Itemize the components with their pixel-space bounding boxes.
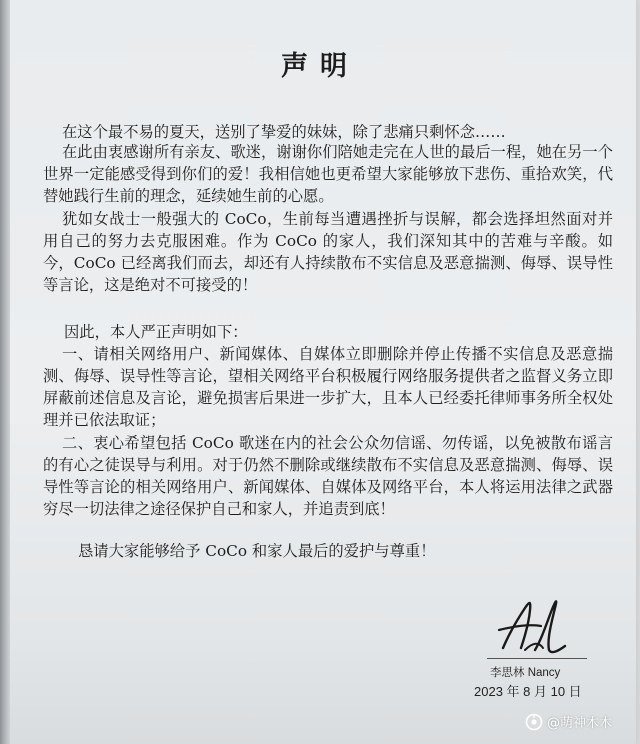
signature-line (487, 658, 587, 659)
document-date: 2023 年 8 月 10 日 (474, 684, 582, 699)
paragraph-point-two: 二、衷心希望包括 CoCo 歌迷在内的社会公众勿信谣、勿传谣，以免被散布谣言的有心之徒误导与利用。对于仍然不删除或继续散布不实信息及恶意揣测、侮辱、误导性等言论的相关网络用户、新闻媒体、自媒体及网络平台，本人将运用法律之武器穷尽一切法律之途径保护自己和家人，并追责到底！ (43, 434, 613, 518)
watermark-logo-icon (525, 713, 543, 731)
paragraph-declaration-intro: 因此，本人严正声明如下： (64, 323, 248, 341)
paragraph-point-one: 一、请相关网络用户、新闻媒体、自媒体立即删除并停止传播不实信息及恶意揣测、侮辱、误导性等言论，望相关网络平台积极履行网络服务提供者之监督义务立即屏蔽前述信息及言论，避免损害后果进一步扩大，且本人已经委托律师事务所全权处理并已依法取证； (43, 345, 613, 429)
watermark-text: @萌神木木 (547, 716, 613, 731)
document-title: 声明 (281, 51, 359, 82)
watermark (525, 712, 612, 731)
paragraph-thanks: 在此由衷感谢所有亲友、歌迷，谢谢你们陪她走完在人世的最后一程，她在另一个世界一定能感受得到你们的爱！我相信她也更希望大家能够放下悲伤、重拾欢笑，代替她践行生前的理念，延续她生前的心愿。 (43, 143, 613, 205)
paragraph-closing: 恳请大家能够给予 CoCo 和家人最后的爱护与尊重！ (78, 542, 436, 560)
handwritten-signature (495, 590, 575, 660)
paragraph-opening: 在这个最不易的夏天，送别了挚爱的妹妹，除了悲痛只剩怀念…… (62, 123, 506, 141)
signer-name: 李思林 Nancy (490, 667, 561, 679)
paragraph-coco: 犹如女战士一般强大的 CoCo，生前每当遭遇挫折与误解，都会选择坦然面对并用自己的努力去克服困难。作为 CoCo 的家人，我们深知其中的苦难与辛酸。如今，CoCo 已经离我们而去，却还有人持续散布不实信息及恶意揣测、侮辱、误导性等言论，这是绝对不可接受的！ (43, 210, 613, 294)
paper-edge-shadow (0, 0, 10, 744)
